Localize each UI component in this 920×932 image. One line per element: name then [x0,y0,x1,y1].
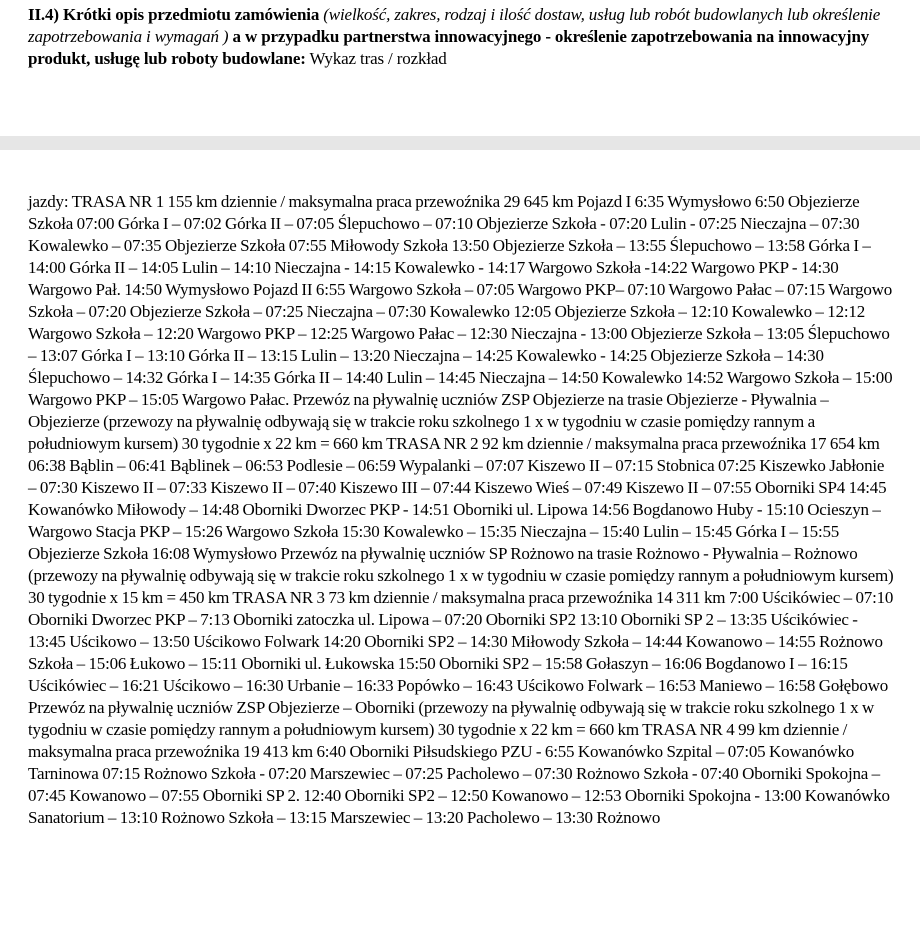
page-divider [0,136,920,150]
section-header-scope-note: (wielkość, zakres, rodzaj i ilość dostaw, usług lub robót budowlanych lub określenie zapotrzebowania i wymagań ) [28,5,881,46]
section-header-lead-text: Wykaz tras / rozkład [309,49,447,68]
route-schedule-text: jazdy: TRASA NR 1 155 km dziennie / maksymalna praca przewoźnika 29 645 km Pojazd I 6:35 Wymysłowo 6:50 Objezierze Szkoła 07:00 Górka I – 07:02 Górka II – 07:05 Ślepuchowo – 07:10 Objezierze Szkoła - 07:20 Lulin - 07:25 Nieczajna – 07:30 Kowalewko – 07:35 Objezierze Szkoła 07:55 Miłowody Szkoła 13:50 Objezierze Szkoła – 13:55 Ślepuchowo – 13:58 Górka I – 14:00 Górka II – 14:05 Lulin – 14:10 Nieczajna - 14:15 Kowalewko - 14:17 Wargowo Szkoła -14:22 Wargowo PKP - 14:30 Wargowo Pał. 14:50 Wymysłowo Pojazd II 6:55 Wargowo Szkoła – 07:05 Wargowo PKP– 07:10 Wargowo Pałac – 07:15 Wargowo Szkoła – 07:20 Objezierze Szkoła – 07:25 Nieczajna – 07:30 Kowalewko 12:05 Objezierze Szkoła – 12:10 Kowalewko – 12:12 Wargowo Szkoła – 12:20 Wargowo PKP – 12:25 Wargowo Pałac – 12:30 Nieczajna - 13:00 Objezierze Szkoła – 13:05 Ślepuchowo – 13:07 Górka I – 13:10 Górka II – 13:15 Lulin – 13:20 Nieczajna – 14:25 Kowalewko - 14:25 Objezierze Szkoła – 14:30 Ślepuchowo – 14:32 Górka I – 14:35 Górka II – 14:40 Lulin – 14:45 Nieczajna – 14:50 Kowalewko 14:52 Wargowo Szkoła – 15:00 Wargowo PKP – 15:05 Wargowo Pałac. Przewóz na pływalnię uczniów ZSP Objezierze na trasie Objezierze - Pływalnia – Objezierze (przewozy na pływalnię odbywają się w trakcie roku szkolnego 1 x w tygodniu w czasie pomiędzy rannym a południowym kursem) 30 tygodnie x 22 km = 660 km TRASA NR 2 92 km dziennie / maksymalna praca przewoźnika 17 654 km 06:38 Bąblin – 06:41 Bąblinek – 06:53 Podlesie – 06:59 Wypalanki – 07:07 Kiszewo II – 07:15 Stobnica 07:25 Kiszewko Jabłonie – 07:30 Kiszewo II – 07:33 Kiszewo II – 07:40 Kiszewo III – 07:44 Kiszewo Wieś – 07:49 Kiszewo II – 07:55 Oborniki SP4 14:45 Kowanówko Miłowody – 14:48 Oborniki Dworzec PKP - 14:51 Oborniki ul. Lipowa 14:56 Bogdanowo Huby - 15:10 Ocieszyn – Wargowo Stacja PKP – 15:26 Wargowo Szkoła 15:30 Kowalewko – 15:35 Nieczajna – 15:40 Lulin – 15:45 Górka I – 15:55 Objezierze Szkoła 16:08 Wymysłowo Przewóz na pływalnię uczniów SP Rożnowo na trasie Rożnowo - Pływalnia – Rożnowo (przewozy na pływalnię odbywają się w trakcie roku szkolnego 1 x w tygodniu w czasie pomiędzy rannym a południowym kursem) 30 tygodnie x 15 km = 450 km TRASA NR 3 73 km dziennie / maksymalna praca przewoźnika 14 311 km 7:00 Uścikówiec – 07:10 Oborniki Dworzec PKP – 7:13 Oborniki zatoczka ul. Lipowa – 07:20 Oborniki SP2 13:10 Oborniki SP 2 – 13:35 Uścikówiec - 13:45 Uścikowo – 13:50 Uścikowo Folwark 14:20 Oborniki SP2 – 14:30 Miłowody Szkoła – 14:44 Kowanowo – 14:55 Rożnowo Szkoła – 15:06 Łukowo – 15:11 Oborniki ul. Łukowska 15:50 Oborniki SP2 – 15:58 Gołaszyn – 16:06 Bogdanowo I – 16:15 Uścikówiec – 16:21 Uścikowo – 16:30 Urbanie – 16:33 Popówko – 16:43 Uścikowo Folwark – 16:53 Maniewo – 16:58 Gołębowo Przewóz na pływalnię uczniów ZSP Objezierze – Oborniki (przewozy na pływalnię odbywają się w trakcie roku szkolnego 1 x w tygodniu w czasie pomiędzy rannym a południowym kursem) 30 tygodnie x 22 km = 660 km TRASA NR 4 99 km dziennie / maksymalna praca przewoźnika 19 413 km 6:40 Oborniki Piłsudskiego PZU - 6:55 Kowanówko Szpital – 07:05 Kowanówko Tarninowa 07:15 Rożnowo Szkoła - 07:20 Marszewiec – 07:25 Pacholewo – 07:30 Rożnowo Szkoła - 07:40 Oborniki Spokojna – 07:45 Kowanowo – 07:55 Oborniki SP 2. 12:40 Oborniki SP2 – 12:50 Kowanowo – 12:53 Oborniki Spokojna - 13:00 Kowanówko Sanatorium – 13:10 Rożnowo Szkoła – 13:15 Marszewiec – 13:20 Pacholewo – 13:30 Rożnowo [28,192,894,827]
section-header-label: II.4) Krótki opis przedmiotu zamówienia [28,5,320,24]
section-header-innovation-note: a w przypadku partnerstwa innowacyjnego - określenie zapotrzebowania na innowacyjny produkt, usługę lub roboty budowlane: [28,27,870,68]
section-header [28,4,898,70]
